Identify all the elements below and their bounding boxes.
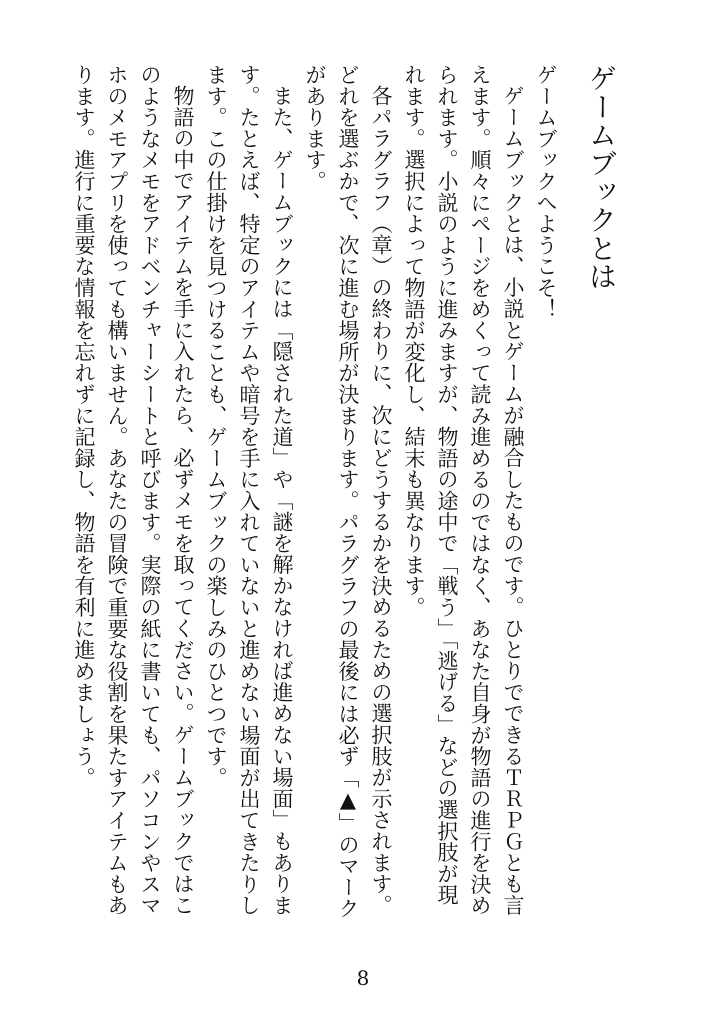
page-number: 8 (356, 966, 370, 990)
paragraph-welcome: ゲームブックへようこそ！ (534, 64, 558, 320)
paragraph-intro: ゲームブックとは、小説とゲームが融合したものです。ひとりでできるＴＲＰＧとも言えます。順々にページをめくって読み進めるのではなく、あなた自身が物語の進行を決められます。小説のように進みますが、物語の途中で「戦う」「逃げる」などの選択肢が現れます。選択によって物語が変化し、結末も異なります。 (402, 64, 525, 916)
paragraph-adventure-sheet: 物語の中でアイテムを手に入れたら、必ずメモを取ってください。ゲームブックではこのようなメモをアドベンチャーシートと呼びます。実際の紙に書いても、パソコンやスマホのメモアプリを使っても構いません。あなたの冒険で重要な役割を果たすアイテムもあります。進行に重要な情報を忘れずに記録し、物語を有利に進めましょう。 (72, 64, 195, 916)
paragraph-choices: 各パラグラフ（章）の終わりに、次にどうするかを決めるための選択肢が示されます。どれを選ぶかで、次に進む場所が決まります。パラグラフの最後には必ず「▲」のマークがあります。 (303, 64, 393, 919)
page-title: ゲームブックとは (585, 64, 618, 291)
vertical-text-body (72, 64, 630, 924)
paragraph-hidden-paths: また、ゲームブックには「隠された道」や「謎を解かなければ進めない場面」もあります。たとえば、特定のアイテムや暗号を手に入れていないと進めない場面が出てきたりします。この仕掛けを見つけることも、ゲームブックの楽しみのひとつです。 (204, 64, 294, 916)
